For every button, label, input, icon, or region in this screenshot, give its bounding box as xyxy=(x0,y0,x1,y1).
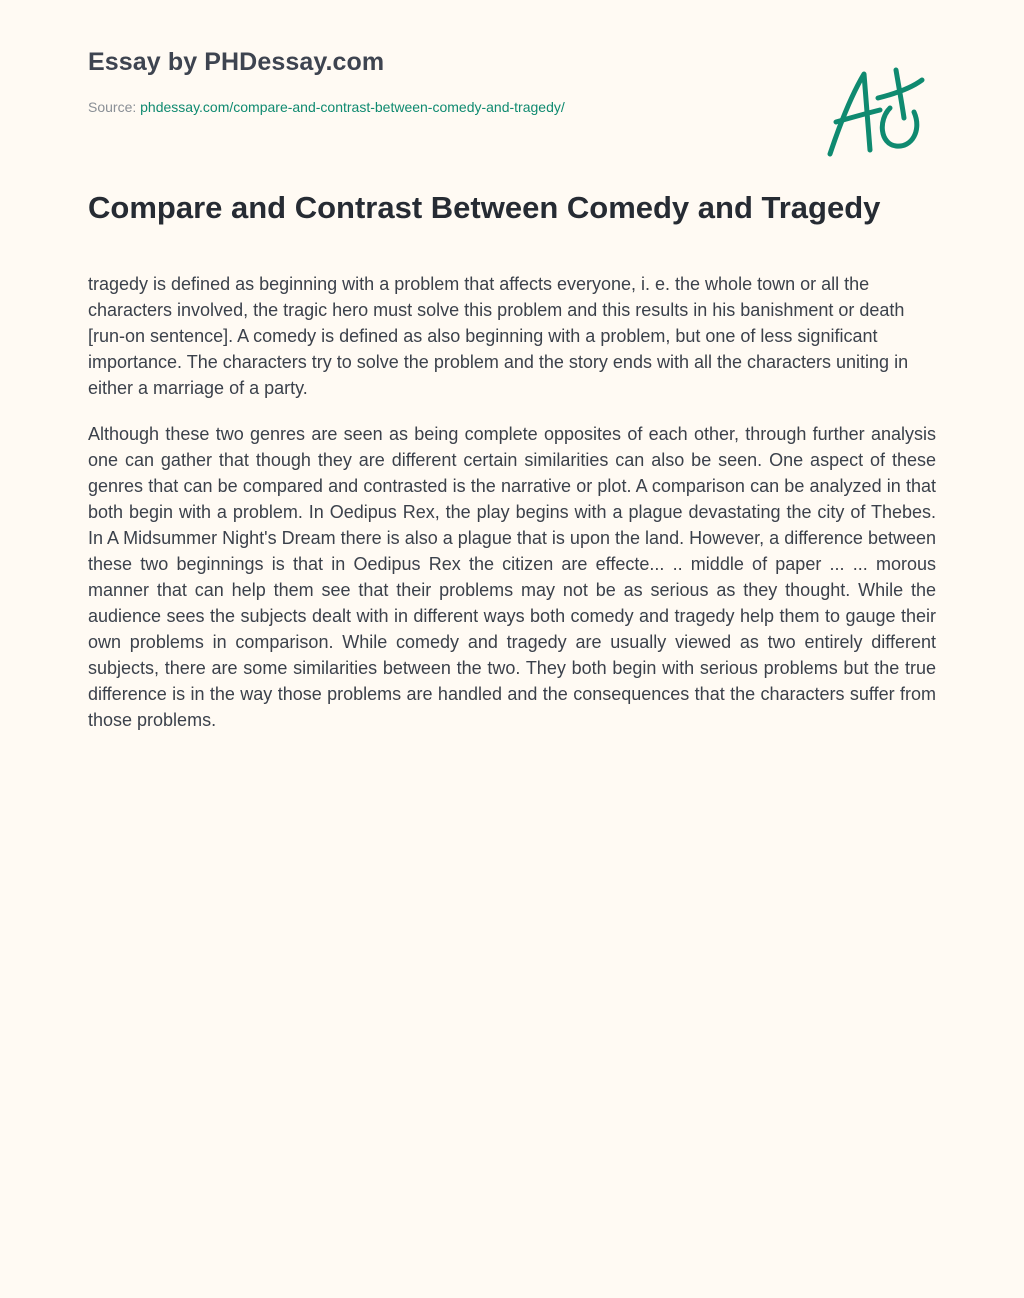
page-header xyxy=(88,48,788,115)
source-label: Source: xyxy=(88,99,137,115)
page-title: Compare and Contrast Between Comedy and Tragedy xyxy=(88,190,881,225)
essay-paragraph: Although these two genres are seen as being complete opposites of each other, through further analysis one can gather that though they are different certain similarities can also be seen. One aspect of these genres that can be compared and contrasted is the narrative or plot. A comparison can be analyzed in that both begin with a problem. In Oedipus Rex, the play begins with a plague devastating the city of Thebes. In A Midsummer Night's Dream there is also a plague that is upon the land. However, a difference between these two beginnings is that in Oedipus Rex the citizen are effecte... .. middle of paper ... ... morous manner that can help them see that their problems may not be as serious as they thought. While the audience sees the subjects dealt with in different ways both comedy and tragedy help them to gauge their own problems in comparison. While comedy and tragedy are usually viewed as two entirely different subjects, there are some similarities between the two. They both begin with serious problems but the true difference is in the way those problems are handled and the consequences that the characters suffer from those problems. xyxy=(88,424,936,730)
essay-body xyxy=(88,271,936,753)
a-plus-grade-icon xyxy=(818,62,928,162)
source-link[interactable]: phdessay.com/compare-and-contrast-between-comedy-and-tragedy/ xyxy=(140,99,565,115)
site-title: Essay by PHDessay.com xyxy=(88,48,385,76)
essay-paragraph: tragedy is defined as beginning with a problem that affects everyone, i. e. the whole town or all the characters involved, the tragic hero must solve this problem and this results in his banishment or death [run-on sentence]. A comedy is defined as also beginning with a problem, but one of less significant importance. The characters try to solve the problem and the story ends with all the characters uniting in either a marriage of a party. xyxy=(88,274,909,398)
source-line xyxy=(88,99,788,115)
